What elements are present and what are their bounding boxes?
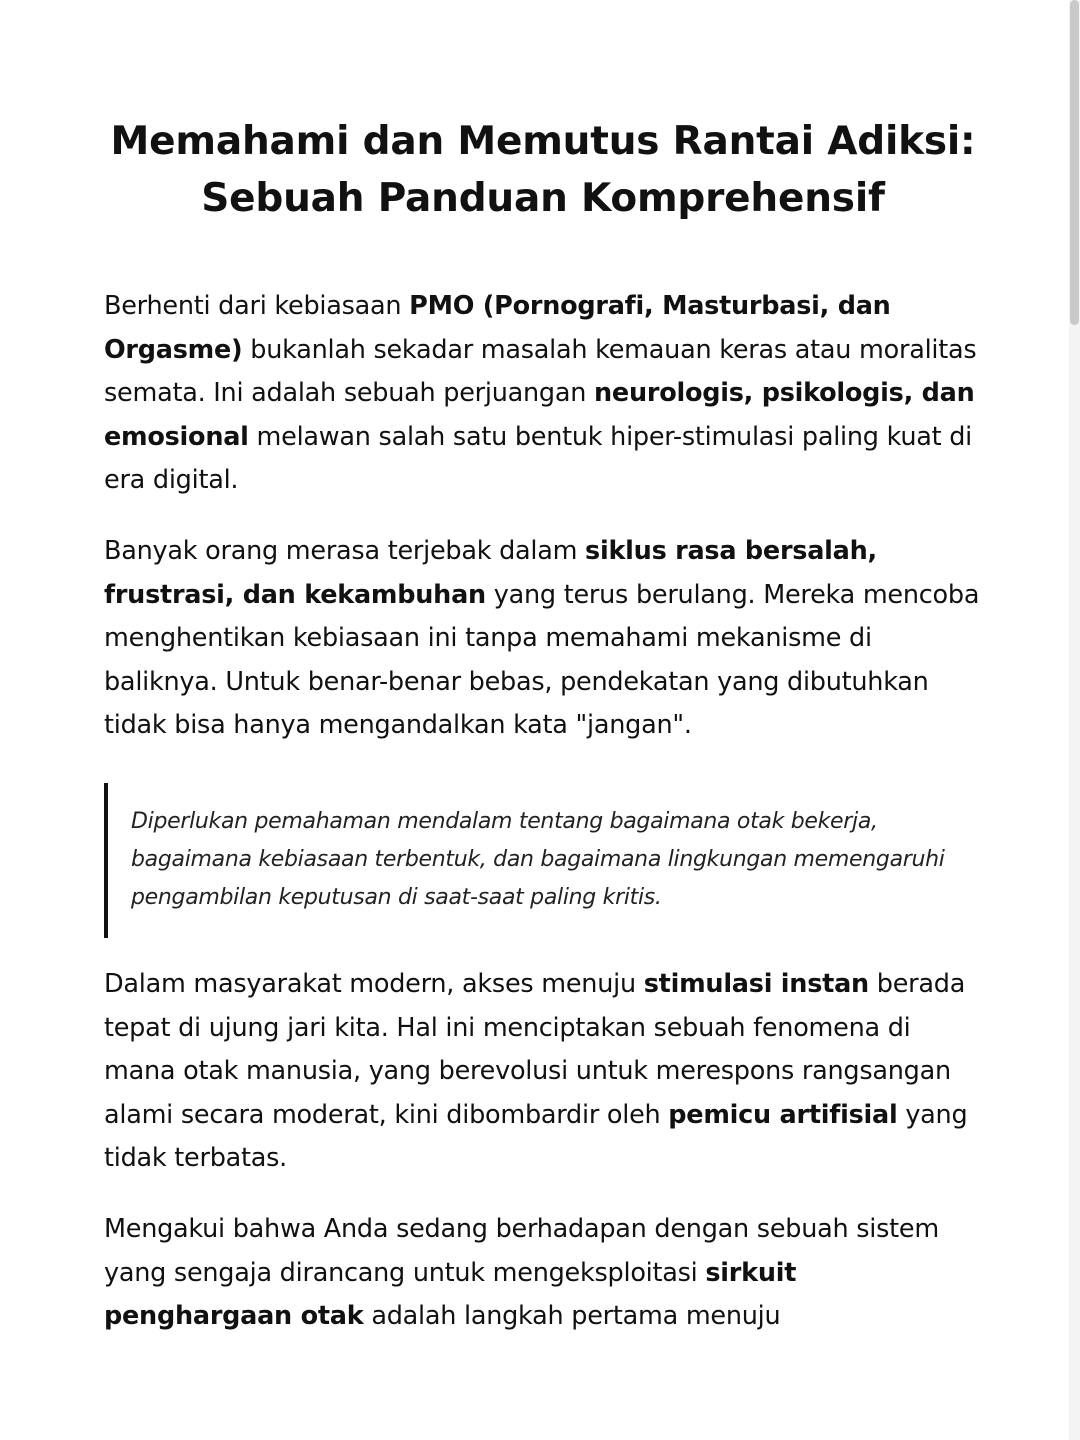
text-run: yang tidak terbatas. — [104, 1099, 968, 1174]
blockquote: Diperlukan pemahaman mendalam tentang bagaimana otak bekerja, bagaimana kebiasaan terbentuk, dan bagaimana lingkungan memengaruhi pengambilan keputusan di saat-saat paling kritis. — [104, 783, 982, 938]
article — [104, 0, 982, 1339]
bold-text: neurologis, psikologis, dan emosional — [104, 378, 975, 452]
scrollbar-track[interactable] — [1069, 0, 1080, 1440]
text-run: Berhenti dari kebiasaan — [104, 291, 410, 321]
article-title: Memahami dan Memutus Rantai Adiksi: Sebuah Panduan Komprehensif — [110, 119, 976, 221]
bold-text: sirkuit penghargaan otak — [104, 1257, 797, 1332]
bold-text: PMO (Pornografi, Masturbasi, dan Orgasme) — [104, 291, 891, 365]
bold-text: pemicu artifisial — [668, 1099, 898, 1130]
text-run: melawan salah satu bentuk hiper-stimulasi paling kuat di era digital. — [104, 421, 972, 496]
bold-text: siklus rasa bersalah, frustrasi, dan kekambuhan — [104, 535, 877, 610]
text-run: adalah langkah pertama menuju — [363, 1301, 781, 1332]
scrollbar-thumb[interactable] — [1070, 0, 1079, 325]
text-run: yang terus berulang. Mereka mencoba menghentikan kebiasaan ini tanpa memahami mekanisme di baliknya. Untuk benar-benar bebas, pendekatan yang dibutuhkan tidak bisa hanya mengandalkan kata "jangan". — [104, 579, 980, 741]
text-run: Mengakui bahwa Anda sedang berhadapan dengan sebuah sistem yang sengaja dirancang untuk mengeksploitasi — [104, 1213, 939, 1288]
bold-text: stimulasi instan — [643, 968, 869, 999]
text-run: berada tepat di ujung jari kita. Hal ini menciptakan sebuah fenomena di mana otak manusia, yang berevolusi untuk merespons rangsangan alami secara moderat, kini dibombardir oleh — [104, 968, 966, 1130]
text-run: bukanlah sekadar masalah kemauan keras atau moralitas semata. Ini adalah sebuah perjuangan — [104, 334, 977, 409]
paragraph-acknowledge — [104, 1208, 982, 1339]
paragraph-modern-society — [104, 963, 982, 1181]
text-run: Dalam masyarakat modern, akses menuju — [104, 968, 644, 999]
text-run: Banyak orang merasa terjebak dalam — [104, 535, 586, 566]
paragraph-intro — [104, 285, 982, 503]
paragraph-cycle — [104, 530, 982, 748]
